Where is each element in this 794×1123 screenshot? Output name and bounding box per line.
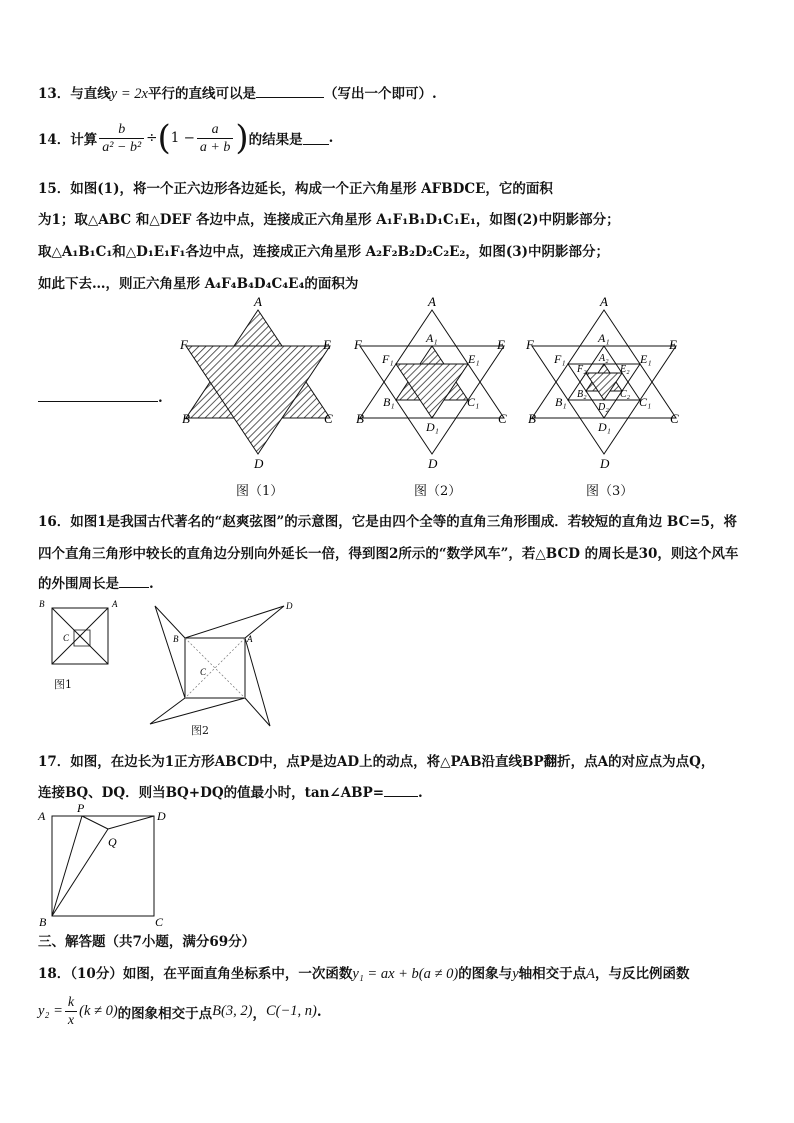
- numerator: a: [211, 121, 219, 137]
- label-B2: B₂: [577, 389, 587, 400]
- label-A: A: [600, 294, 608, 309]
- figure-caption: 图（1）: [236, 484, 284, 499]
- fraction: [99, 121, 144, 156]
- label-D: D: [428, 456, 438, 471]
- label-C: C: [498, 411, 507, 426]
- divide-sign: ÷: [146, 130, 158, 146]
- label-F: F: [526, 337, 534, 352]
- section-heading: 三、解答题（共7小题，满分69分）: [38, 934, 256, 950]
- label-D1: D₁: [426, 420, 439, 434]
- label-B1: B₁: [555, 395, 567, 409]
- denominator: a² − b²: [99, 138, 144, 156]
- left-paren: (: [157, 118, 171, 158]
- numerator: b: [118, 121, 126, 137]
- label-A1: A₁: [426, 331, 438, 345]
- label-F: F: [180, 337, 188, 352]
- label-A: A: [112, 599, 118, 609]
- label-B: B: [39, 915, 47, 929]
- y2-symbol: y₂ =: [38, 1003, 63, 1019]
- label-A: A: [428, 294, 436, 309]
- label-B: B: [356, 411, 364, 426]
- q16-line: 16．如图1是我国古代著名的“赵爽弦图”的示意图，它是由四个全等的直角三角形围成．若较短的直角边 BC=5，将: [38, 514, 738, 530]
- label-E1: E₁: [468, 352, 480, 366]
- q14-text: 14．计算: [38, 132, 98, 148]
- star-figure-1: [179, 294, 333, 471]
- answer-blank[interactable]: [256, 85, 324, 98]
- q18-text: 轴相交于点: [518, 966, 587, 982]
- period: .: [149, 576, 154, 592]
- one-minus: 1 −: [170, 130, 195, 146]
- label-E1: E₁: [640, 352, 652, 366]
- comma: ，: [252, 1005, 266, 1022]
- label-F1: F₁: [554, 352, 566, 366]
- answer-blank[interactable]: [119, 575, 149, 588]
- label-C1: C₁: [467, 395, 480, 409]
- k-condition: (k ≠ 0): [79, 1003, 118, 1019]
- q15-line: 为1；取△ABC 和△DEF 各边中点，连接成正六角星形 A₁F₁B₁D₁C₁E₁，如图(2)中阴影部分；: [38, 212, 620, 228]
- q18-text: ，与反比例函数: [594, 966, 690, 982]
- label-C: C: [670, 411, 679, 426]
- fraction: [197, 121, 233, 156]
- label-F1: F₁: [382, 352, 394, 366]
- q14-text: .: [328, 130, 334, 146]
- point-C: C(−1, n): [265, 1003, 317, 1019]
- label-C: C: [200, 667, 207, 677]
- answer-blank[interactable]: [384, 784, 418, 797]
- label-E: E: [669, 337, 677, 352]
- label-B: B: [173, 634, 179, 644]
- label-A: A: [247, 634, 253, 644]
- label-C: C: [63, 633, 70, 643]
- answer-blank[interactable]: [303, 132, 329, 145]
- label-C2: C₂: [620, 389, 631, 400]
- q16-line: [38, 572, 154, 592]
- linear-function: y₁ = ax + b(a ≠ 0): [352, 966, 459, 982]
- q14-text: 的结果是: [248, 132, 303, 148]
- label-A1: A₁: [598, 331, 610, 345]
- q16-figures: [30, 596, 350, 736]
- q18-text: 18．（10分）如图，在平面直角坐标系中，一次函数: [38, 966, 353, 982]
- q13-formula: y = 2x: [110, 86, 148, 102]
- q17-figure: [30, 800, 230, 930]
- label-P: P: [77, 801, 85, 815]
- label-D: D: [157, 809, 166, 823]
- label-B: B: [182, 411, 190, 426]
- label-C1: C₁: [639, 395, 652, 409]
- period: .: [316, 1003, 322, 1020]
- q18-line: [38, 994, 322, 1029]
- fraction: [65, 994, 77, 1029]
- question-13: [38, 82, 437, 103]
- point-B: B(3, 2): [212, 1003, 253, 1019]
- label-D: D: [286, 601, 293, 611]
- label-C: C: [155, 915, 164, 929]
- label-E: E: [497, 337, 505, 352]
- point-A: A: [586, 966, 595, 982]
- q18-text: 的图象与: [458, 966, 513, 982]
- label-D: D: [254, 456, 264, 471]
- label-D1: D₁: [598, 420, 611, 434]
- q18-text: 的图象相交于点: [117, 1005, 213, 1022]
- q16-text: 的外围周长是: [38, 576, 119, 592]
- period: .: [418, 785, 423, 801]
- zhao-shuang-figure: [39, 599, 118, 664]
- numerator: k: [67, 995, 75, 1010]
- right-paren: ): [235, 118, 249, 158]
- label-A: A: [254, 294, 262, 309]
- label-Q: Q: [108, 835, 117, 849]
- q16-line: 四个直角三角形中较长的直角边分别向外延长一倍，得到图2所示的“数学风车”，若△BCD 的周长是30，则这个风车: [38, 546, 739, 562]
- figure-caption: 图（2）: [414, 484, 462, 499]
- q17-line: [38, 781, 423, 801]
- y-axis-symbol: y: [512, 966, 519, 982]
- label-B1: B₁: [383, 395, 395, 409]
- q15-line: 15．如图(1)，将一个正六边形各边延长，构成一个正六角星形 AFBDCE，它的面积: [38, 181, 553, 197]
- label-E: E: [323, 337, 331, 352]
- q17-text: 连接BQ、DQ．则当BQ+DQ的值最小时，tan∠ABP=: [38, 785, 385, 801]
- period: .: [158, 390, 163, 406]
- label-B: B: [39, 599, 45, 609]
- denominator: a + b: [197, 138, 233, 156]
- figure-caption: 图1: [54, 678, 72, 691]
- q15-figures: [0, 290, 794, 520]
- q18-line: [38, 962, 689, 983]
- question-14: [38, 118, 333, 158]
- label-F: F: [354, 337, 362, 352]
- q13-text: 平行的直线可以是: [147, 86, 256, 102]
- label-E2: E₂: [620, 364, 630, 375]
- label-D2: D₂: [598, 402, 609, 413]
- label-A2: A₂: [599, 353, 609, 364]
- star-figure-3: [525, 294, 679, 471]
- label-B: B: [528, 411, 536, 426]
- denominator: x: [65, 1011, 77, 1029]
- label-C: C: [324, 411, 333, 426]
- figure-caption: 图（3）: [586, 484, 634, 499]
- windmill-figure: [150, 601, 293, 726]
- q13-text: 13．与直线: [38, 86, 111, 102]
- star-figure-2: [353, 294, 507, 471]
- q15-line: 取△A₁B₁C₁和△D₁E₁F₁各边中点，连接成正六角星形 A₂F₂B₂D₂C₂E₂，如图(3)中阴影部分；: [38, 244, 610, 260]
- q17-line: 17．如图，在边长为1正方形ABCD中，点P是边AD上的动点，将△PAB沿直线BP翻折，点A的对应点为点Q，: [38, 754, 715, 770]
- label-D: D: [600, 456, 610, 471]
- label-F2: F₂: [577, 364, 587, 375]
- q13-text: （写出一个即可）.: [323, 86, 437, 102]
- figure-caption: 图2: [191, 724, 209, 737]
- label-A: A: [38, 809, 46, 823]
- q15-line: 如此下去…，则正六角星形 A₄F₄B₄D₄C₄E₄的面积为: [38, 276, 359, 292]
